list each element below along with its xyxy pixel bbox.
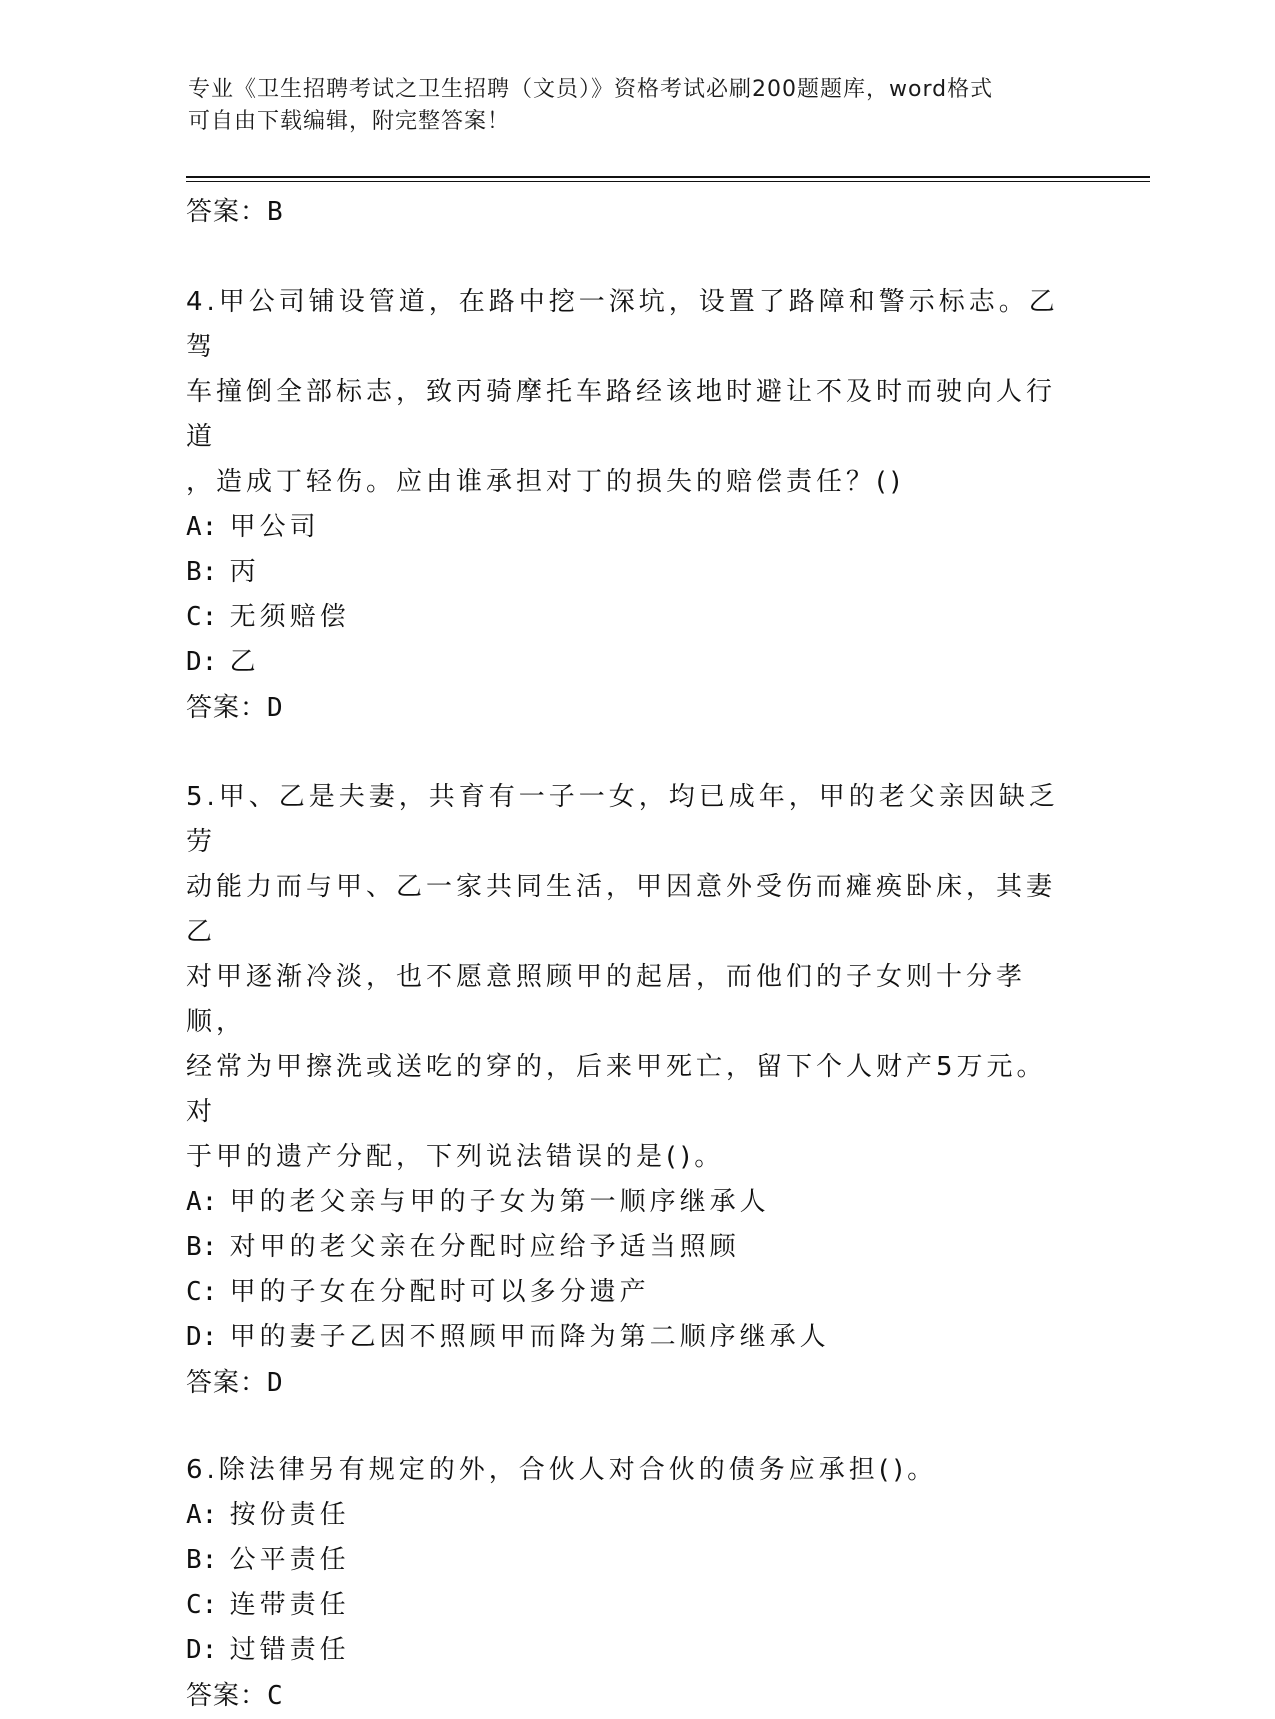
option-key: C: [186,1590,218,1620]
option-b [186,1538,1066,1583]
option-key: A: [186,1187,218,1217]
question-stem-line: 动能力而与甲、乙一家共同生活，甲因意外受伤而瘫痪卧床，其妻乙 [186,872,1057,947]
question-5 [186,775,1066,1406]
option-key: B: [186,1232,218,1262]
option-b [186,1225,1066,1270]
document-body [186,188,1066,1719]
question-stem-line: 于甲的遗产分配，下列说法错误的是()。 [186,1142,725,1172]
answer-label: 答案： [186,1368,268,1398]
header-line-2: 可自由下载编辑，附完整答案！ [188,109,511,134]
header-line-1: 专业《卫生招聘考试之卫生招聘（文员）》资格考试必刷200题题库，word格式 [188,77,994,102]
answer-line [186,1673,1066,1719]
answer-label: 答案： [186,197,268,227]
option-text: 按份责任 [229,1500,350,1530]
option-key: A: [186,1500,218,1530]
option-key: B: [186,557,218,587]
question-stem-line: 对甲逐渐冷淡，也不愿意照顾甲的起居，而他们的子女则十分孝顺， [186,962,1027,1037]
question-stem-line: ，造成丁轻伤。应由谁承担对丁的损失的赔偿责任？() [186,467,905,497]
option-d [186,640,1066,685]
option-text: 甲公司 [229,512,320,542]
option-c [186,595,1066,640]
answer-line [186,685,1066,731]
option-a [186,1180,1066,1225]
header-rule-thick [186,176,1150,178]
answer-value: B [267,197,284,227]
document-header [188,74,1068,138]
question-stem-line: 4.甲公司铺设管道，在路中挖一深坑，设置了路障和警示标志。乙驾 [186,287,1059,362]
option-b [186,550,1066,595]
option-text: 丙 [229,557,260,587]
answer-value: D [267,1368,284,1398]
option-a [186,1493,1066,1538]
question-stem-line: 车撞倒全部标志，致丙骑摩托车路经该地时避让不及时而驶向人行道 [186,377,1057,452]
answer-label: 答案： [186,693,268,723]
option-text: 过错责任 [229,1635,350,1665]
answer-line-q3 [186,188,1066,236]
option-text: 对甲的老父亲在分配时应给予适当照顾 [229,1232,740,1262]
answer-label: 答案： [186,1681,268,1711]
option-key: D: [186,1635,218,1665]
option-text: 甲的妻子乙因不照顾甲而降为第二顺序继承人 [229,1322,830,1352]
option-text: 甲的老父亲与甲的子女为第一顺序继承人 [229,1187,770,1217]
header-rule-thin [186,181,1150,182]
option-a [186,505,1066,550]
answer-value: D [267,693,284,723]
question-4 [186,280,1066,731]
option-c [186,1270,1066,1315]
option-key: B: [186,1545,218,1575]
question-6 [186,1448,1066,1719]
answer-value: C [267,1681,284,1711]
option-key: D: [186,1322,218,1352]
option-key: A: [186,512,218,542]
option-key: C: [186,1277,218,1307]
option-key: D: [186,647,218,677]
question-stem-line: 经常为甲擦洗或送吃的穿的，后来甲死亡，留下个人财产5万元。对 [186,1052,1047,1127]
option-c [186,1583,1066,1628]
option-key: C: [186,602,218,632]
option-text: 无须赔偿 [229,602,350,632]
option-d [186,1315,1066,1360]
question-stem-line: 5.甲、乙是夫妻，共育有一子一女，均已成年，甲的老父亲因缺乏劳 [186,782,1059,857]
option-text: 甲的子女在分配时可以多分遗产 [229,1277,650,1307]
option-text: 连带责任 [229,1590,350,1620]
option-d [186,1628,1066,1673]
option-text: 公平责任 [229,1545,350,1575]
answer-line [186,1360,1066,1406]
question-stem-line: 6.除法律另有规定的外，合伙人对合伙的债务应承担()。 [186,1455,938,1485]
option-text: 乙 [229,647,260,677]
